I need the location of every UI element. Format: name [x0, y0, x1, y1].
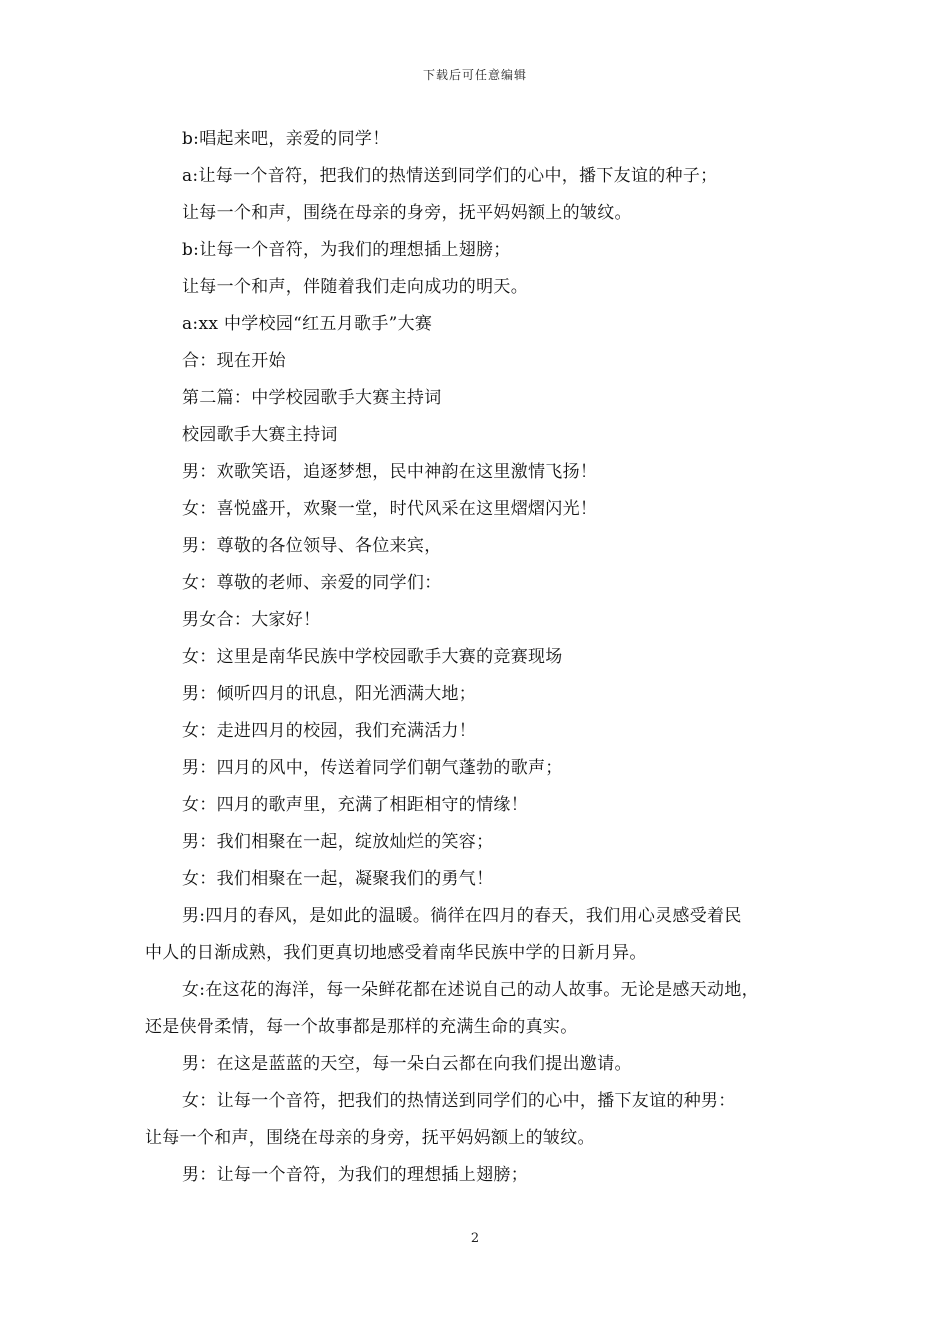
text-line: 女：喜悦盛开，欢聚一堂，时代风采在这里熠熠闪光！ — [182, 499, 598, 519]
text-line: b:让每一个音符，为我们的理想插上翅膀； — [182, 240, 511, 260]
text-line: 男：在这是蓝蓝的天空，每一朵白云都在向我们提出邀请。 — [182, 1054, 632, 1074]
text-line: 女：我们相聚在一起，凝聚我们的勇气！ — [182, 869, 494, 889]
text-line: 男女合：大家好！ — [182, 610, 321, 630]
text-line: 男：我们相聚在一起，绽放灿烂的笑容； — [182, 832, 494, 852]
text-line: 女：这里是南华民族中学校园歌手大赛的竞赛现场 — [182, 647, 563, 667]
text-line: 女：让每一个音符，把我们的热情送到同学们的心中，播下友谊的种男： — [182, 1091, 736, 1111]
page-number: 2 — [470, 1231, 480, 1246]
text-line: a:让每一个音符，把我们的热情送到同学们的心中，播下友谊的种子； — [182, 166, 718, 186]
text-line: 女:在这花的海洋，每一朵鲜花都在述说自己的动人故事。无论是感天动地， — [182, 980, 759, 1000]
section-subheading: 校园歌手大赛主持词 — [182, 425, 338, 445]
text-line: 让每一个和声，围绕在母亲的身旁，抚平妈妈额上的皱纹。 — [182, 203, 632, 223]
text-line: 男：让每一个音符，为我们的理想插上翅膀； — [182, 1165, 528, 1185]
text-line-continuation: 让每一个和声，围绕在母亲的身旁，抚平妈妈额上的皱纹。 — [145, 1128, 595, 1148]
text-line: b:唱起来吧，亲爱的同学！ — [182, 129, 390, 149]
text-line: 女：四月的歌声里，充满了相距相守的情缘！ — [182, 795, 528, 815]
text-line: 合：现在开始 — [182, 351, 286, 371]
text-line: 女：尊敬的老师、亲爱的同学们： — [182, 573, 442, 593]
text-line: 男：欢歌笑语，追逐梦想，民中神韵在这里激情飞扬！ — [182, 462, 598, 482]
text-line: 让每一个和声，伴随着我们走向成功的明天。 — [182, 277, 528, 297]
section-heading: 第二篇：中学校园歌手大赛主持词 — [182, 388, 442, 408]
document-body — [145, 121, 813, 1194]
text-line: 男：四月的风中，传送着同学们朝气蓬勃的歌声； — [182, 758, 563, 778]
page-header: 下载后可任意编辑 — [422, 68, 527, 82]
text-line: 男:四月的春风，是如此的温暖。徜徉在四月的春天，我们用心灵感受着民 — [182, 906, 742, 926]
text-line: 男：尊敬的各位领导、各位来宾， — [182, 536, 442, 556]
text-line-continuation: 还是侠骨柔情，每一个故事都是那样的充满生命的真实。 — [145, 1017, 578, 1037]
text-line: 男：倾听四月的讯息，阳光洒满大地； — [182, 684, 477, 704]
text-line-continuation: 中人的日渐成熟，我们更真切地感受着南华民族中学的日新月异。 — [145, 943, 647, 963]
text-line: a:xx 中学校园“红五月歌手”大赛 — [182, 314, 433, 334]
text-line: 女：走进四月的校园，我们充满活力！ — [182, 721, 477, 741]
